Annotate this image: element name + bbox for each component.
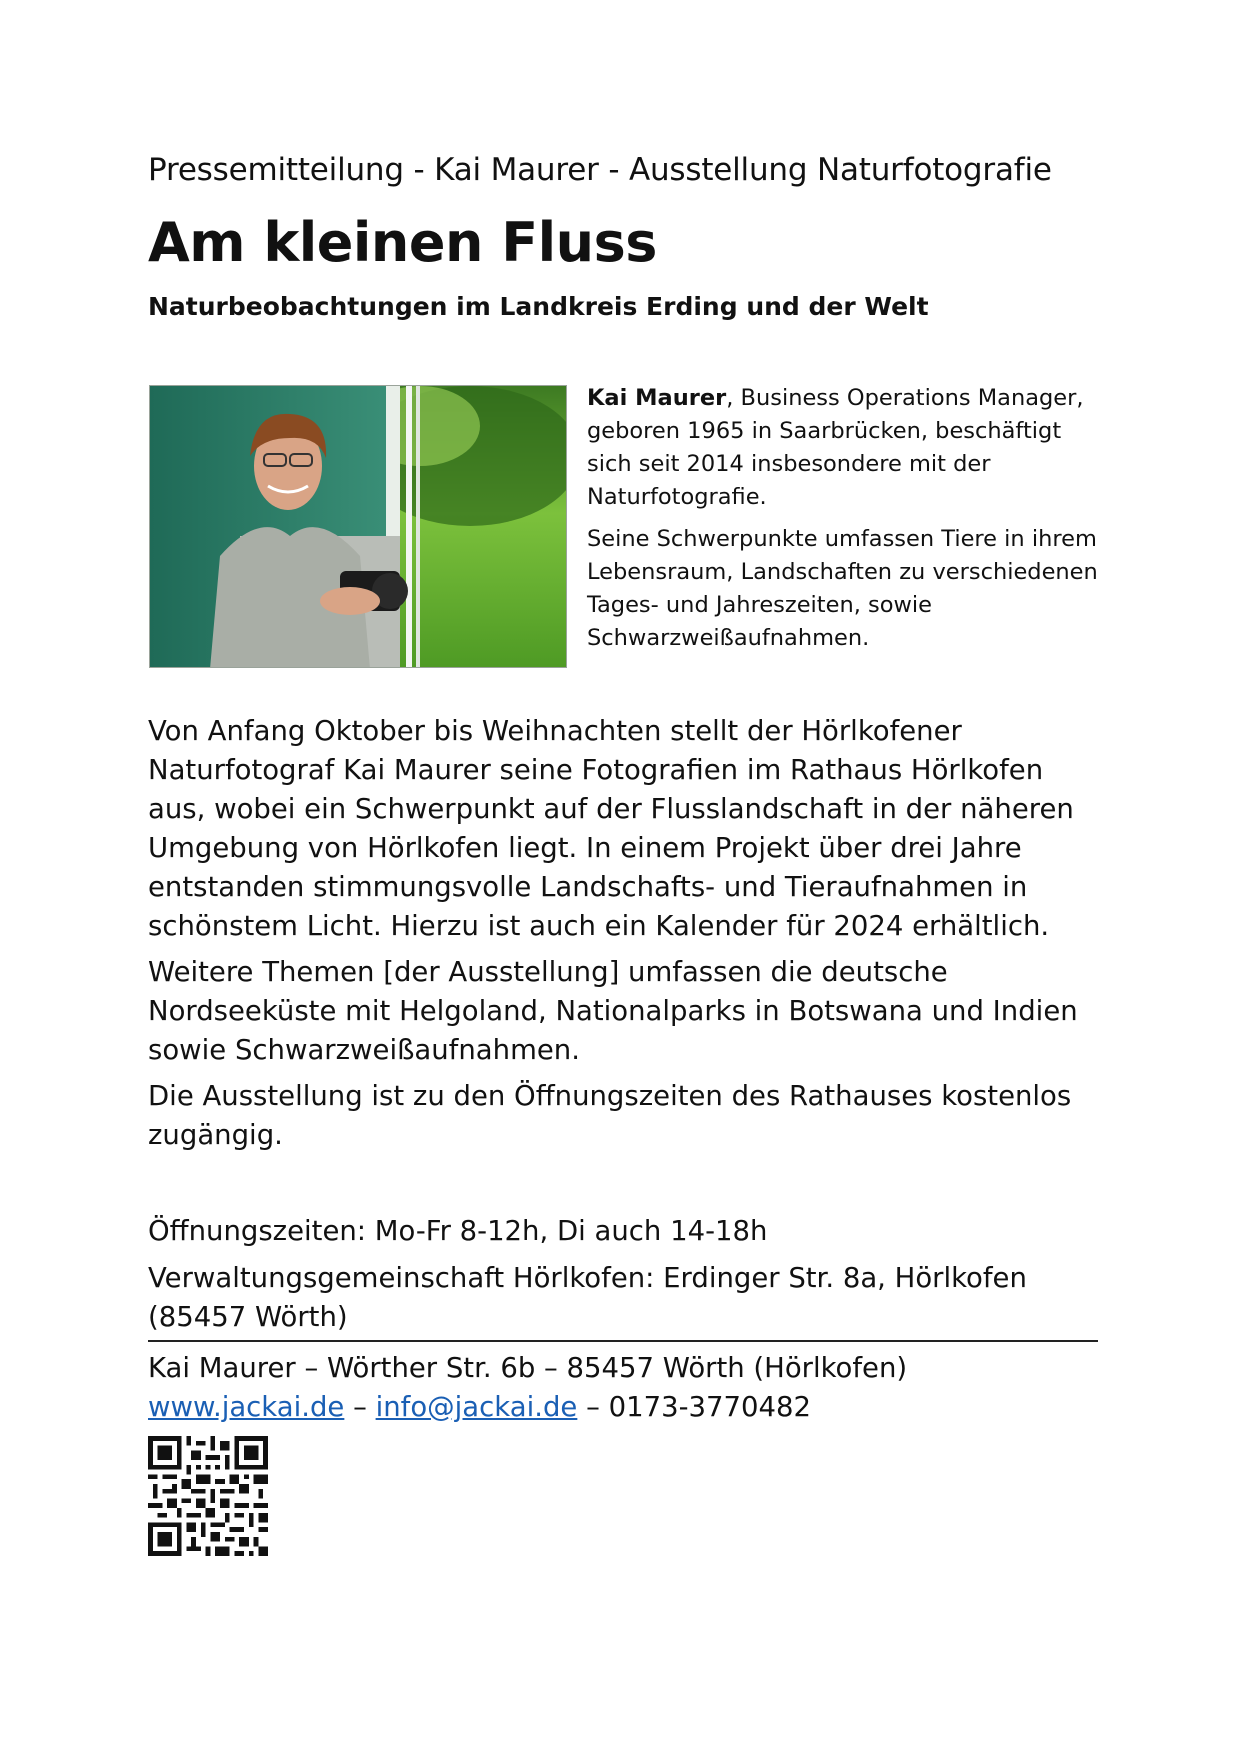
email-link[interactable]: info@jackai.de xyxy=(375,1391,578,1423)
divider xyxy=(148,1340,1098,1342)
venue-address: Verwaltungsgemeinschaft Hörlkofen: Erdinger Str. 8a, Hörlkofen (85457 Wörth) xyxy=(148,1262,1027,1333)
press-body xyxy=(148,712,1108,1162)
qr-code-icon xyxy=(148,1436,268,1556)
bio-paragraph-2: Seine Schwerpunkte umfassen Tiere in ihrem Lebensraum, Landschaften zu verschiedenen Tages- und Jahreszeiten, sowie Schwarzweißaufnahmen. xyxy=(587,526,1098,651)
contact-address: Kai Maurer – Wörther Str. 6b – 85457 Wörth (Hörlkofen) xyxy=(148,1352,908,1384)
press-kicker: Pressemitteilung - Kai Maurer - Ausstellung Naturfotografie xyxy=(148,152,1052,188)
portrait-photo xyxy=(149,385,567,668)
page-subtitle: Naturbeobachtungen im Landkreis Erding und der Welt xyxy=(148,292,929,321)
body-paragraph-3: Die Ausstellung ist zu den Öffnungszeiten des Rathauses kostenlos zugängig. xyxy=(148,1080,1072,1151)
bio-name: Kai Maurer xyxy=(587,385,727,411)
body-paragraph-2: Weitere Themen [der Ausstellung] umfassen die deutsche Nordseeküste mit Helgoland, Nationalparks in Botswana und Indien sowie Schwarzweißaufnahmen. xyxy=(148,956,1078,1066)
bio-paragraph-1 xyxy=(587,382,1107,514)
page-title: Am kleinen Fluss xyxy=(148,211,657,274)
phone-number: 0173-3770482 xyxy=(608,1391,811,1423)
website-link[interactable]: www.jackai.de xyxy=(148,1391,345,1423)
body-paragraph-1: Von Anfang Oktober bis Weihnachten stellt der Hörlkofener Naturfotograf Kai Maurer seine Fotografien im Rathaus Hörlkofen aus, wobei ein Schwerpunkt auf der Flusslandschaft in der näheren Umgebung von Hörlkofen liegt. In einem Projekt über drei Jahre entstanden stimmungsvolle Landschafts- und Tieraufnahmen in schönstem Licht. Hierzu ist auch ein Kalender für 2024 erhältlich. xyxy=(148,715,1074,942)
bio-section xyxy=(587,382,1107,664)
contact-separator: – xyxy=(344,1391,376,1423)
bio-p1-text: , Business Operations Manager, geboren 1965 in Saarbrücken, beschäftigt sich seit 2014 insbesondere mit der Naturfotografie. xyxy=(587,385,1084,510)
contact-line xyxy=(148,1388,811,1427)
contact-separator: – xyxy=(577,1391,609,1423)
opening-hours: Öffnungszeiten: Mo-Fr 8-12h, Di auch 14-18h xyxy=(148,1215,768,1247)
